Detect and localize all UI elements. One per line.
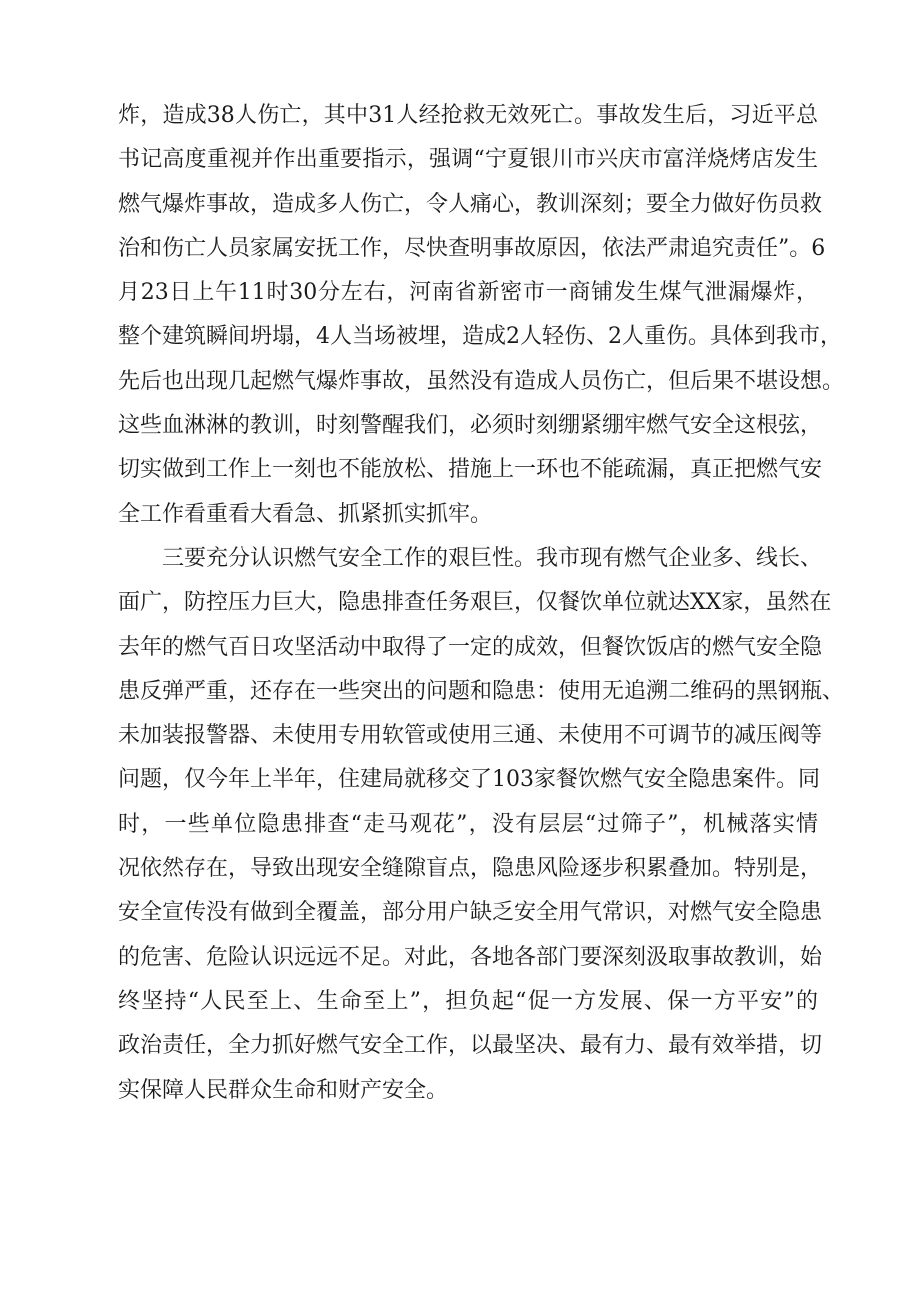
text-line: 全工作看重看大看急、抓紧抓实抓牢。 (118, 501, 493, 527)
text-line: 炸，造成38人伤亡，其中31人经抢救无效死亡。事故发生后，习近平总 (118, 103, 818, 128)
text-line: 时，一些单位隐患排查“走马观花”，没有层层“过筛子”，机械落实情 (118, 811, 818, 837)
text-line: 先后也出现几起燃气爆炸事故，虽然没有造成人员伤亡，但后果不堪设想。 (118, 368, 845, 394)
paragraph-first-line: 三要充分认识燃气安全工作的艰巨性。我市现有燃气企业多、线长、 (162, 545, 823, 571)
text-line: 治和伤亡人员家属安抚工作，尽快查明事故原因，依法严肃追究责任”。6 (118, 235, 826, 261)
body-text (118, 94, 845, 1113)
text-line: 月23日上午11时30分左右，河南省新密市一商铺发生煤气泄漏爆炸， (118, 280, 818, 306)
text-line: 未加装报警器、未使用专用软管或使用三通、未使用不可调节的减压阀等 (118, 723, 823, 749)
text-line: 面广，防控压力巨大，隐患排查任务艰巨，仅餐饮单位就达XX家，虽然在 (118, 590, 832, 616)
text-line: 终坚持“人民至上、生命至上”，担负起“促一方发展、保一方平安”的 (118, 988, 818, 1014)
text-line: 政治责任，全力抓好燃气安全工作，以最坚决、最有力、最有效举措，切 (118, 1033, 823, 1059)
text-line: 去年的燃气百日攻坚活动中取得了一定的成效，但餐饮饭店的燃气安全隐 (118, 634, 823, 660)
text-line: 燃气爆炸事故，造成多人伤亡，令人痛心，教训深刻；要全力做好伤员救 (118, 191, 823, 217)
text-line: 况依然存在，导致出现安全缝隙盲点，隐患风险逐步积累叠加。特别是， (118, 856, 823, 882)
text-line: 患反弹严重，还存在一些突出的问题和隐患：使用无追溯二维码的黑钢瓶、 (118, 678, 845, 704)
text-line: 切实做到工作上一刻也不能放松、措施上一环也不能疏漏，真正把燃气安 (118, 457, 823, 483)
text-line: 问题，仅今年上半年，住建局就移交了103家餐饮燃气安全隐患案件。同 (118, 767, 820, 793)
text-line: 这些血淋淋的教训，时刻警醒我们，必须时刻绷紧绷牢燃气安全这根弦， (118, 413, 823, 439)
text-line: 实保障人民群众生命和财产安全。 (118, 1077, 449, 1103)
text-line: 书记高度重视并作出重要指示，强调“宁夏银川市兴庆市富洋烧烤店发生 (118, 147, 818, 173)
text-line: 的危害、危险认识远远不足。对此，各地各部门要深刻汲取事故教训，始 (118, 944, 823, 970)
text-line: 整个建筑瞬间坍塌，4人当场被埋，造成2人轻伤、2人重伤。具体到我市， (118, 324, 842, 350)
text-line: 安全宣传没有做到全覆盖，部分用户缺乏安全用气常识，对燃气安全隐患 (118, 900, 823, 926)
